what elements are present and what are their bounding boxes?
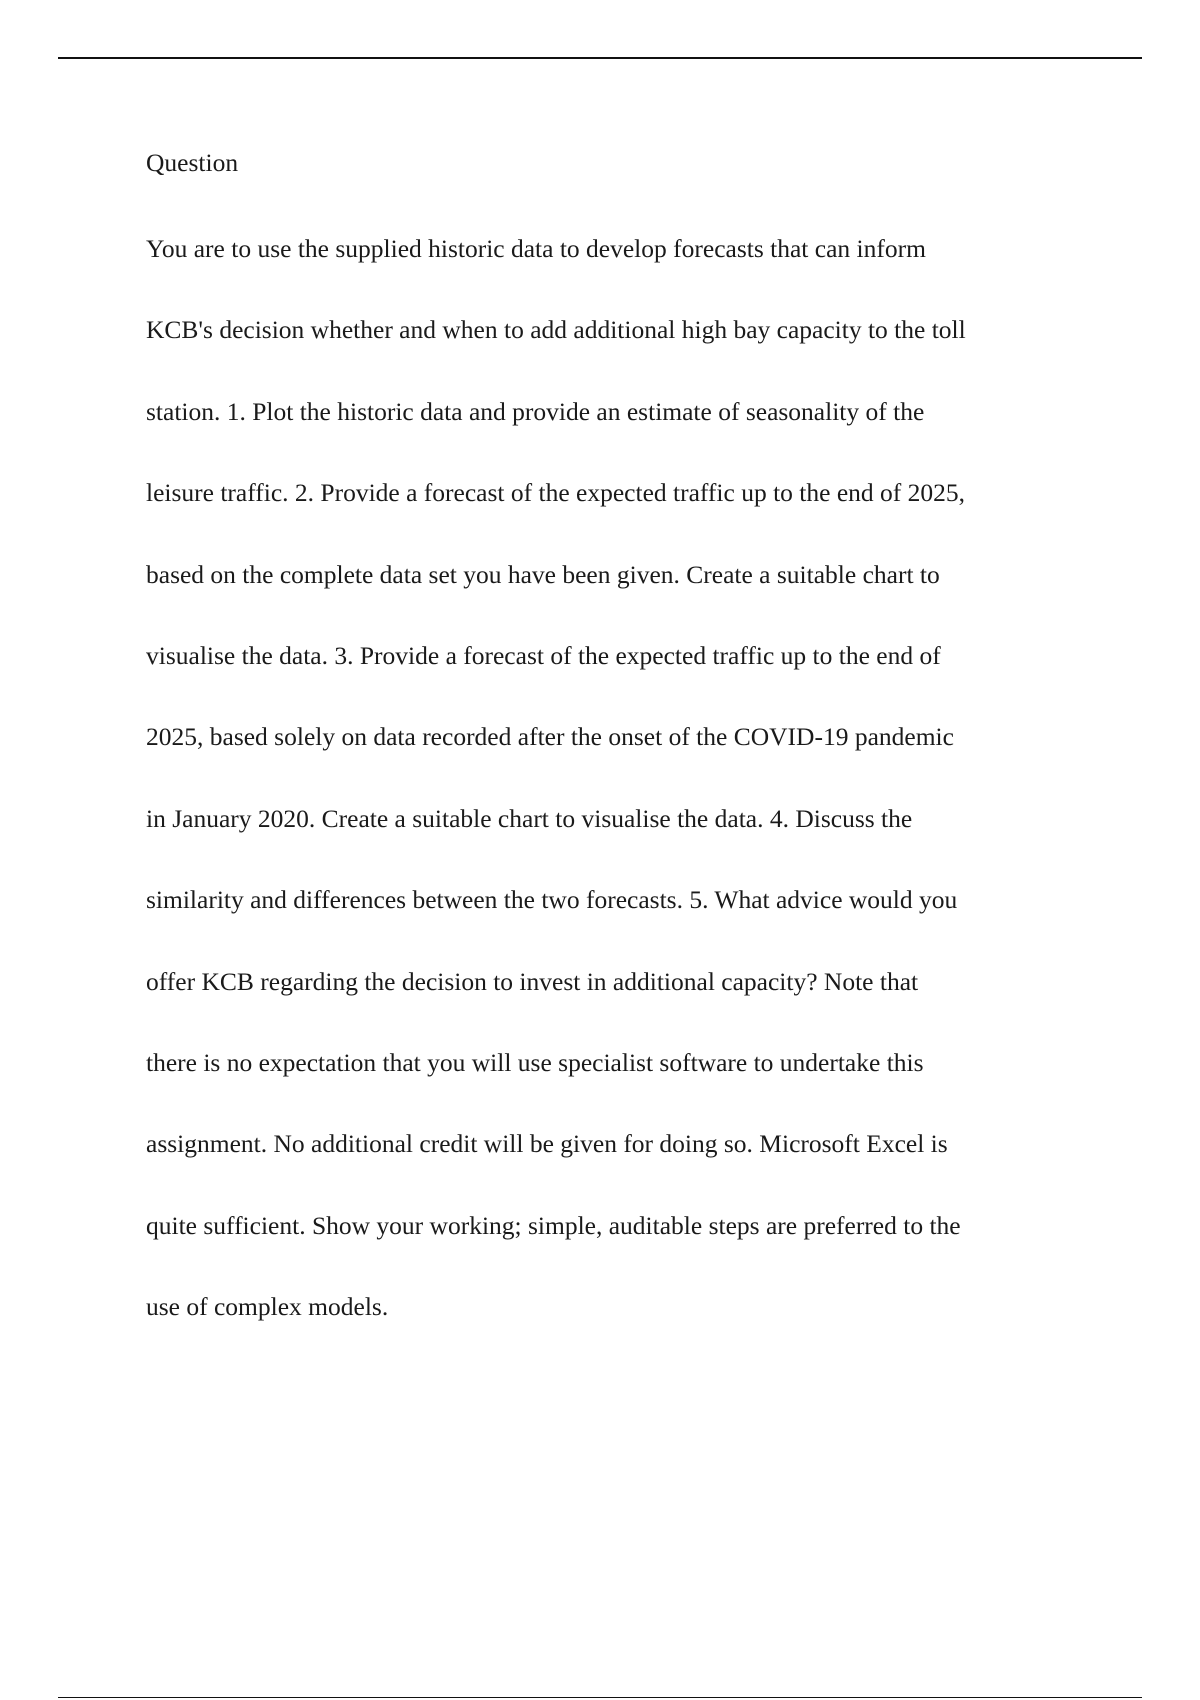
bottom-rule: [58, 1697, 1142, 1698]
question-text: [146, 226, 1086, 1365]
document-content: [146, 140, 1086, 1365]
text-line: KCB's decision whether and when to add additional high bay capacity to the toll: [146, 315, 966, 345]
text-line: similarity and differences between the two forecasts. 5. What advice would you: [146, 885, 958, 915]
text-line: in January 2020. Create a suitable chart to visualise the data. 4. Discuss the: [146, 803, 913, 833]
text-line: station. 1. Plot the historic data and provide an estimate of seasonality of the: [146, 396, 925, 426]
text-line: assignment. No additional credit will be given for doing so. Microsoft Excel is: [146, 1129, 948, 1159]
text-line: You are to use the supplied historic data to develop forecasts that can inform: [146, 234, 926, 263]
text-line: based on the complete data set you have been given. Create a suitable chart to: [146, 559, 940, 589]
text-line: leisure traffic. 2. Provide a forecast of the expected traffic up to the end of 2025,: [146, 478, 966, 508]
text-line: quite sufficient. Show your working; simple, auditable steps are preferred to the: [146, 1210, 961, 1240]
text-line: offer KCB regarding the decision to invest in additional capacity? Note that: [146, 966, 919, 996]
text-line: there is no expectation that you will use specialist software to undertake this: [146, 1047, 924, 1077]
text-line: 2025, based solely on data recorded after the onset of the COVID-19 pandemic: [146, 722, 954, 752]
document-heading: Question: [146, 148, 239, 177]
text-line: use of complex models.: [146, 1292, 389, 1322]
text-line: visualise the data. 3. Provide a forecast of the expected traffic up to the end of: [146, 640, 941, 670]
top-rule: [58, 57, 1142, 59]
